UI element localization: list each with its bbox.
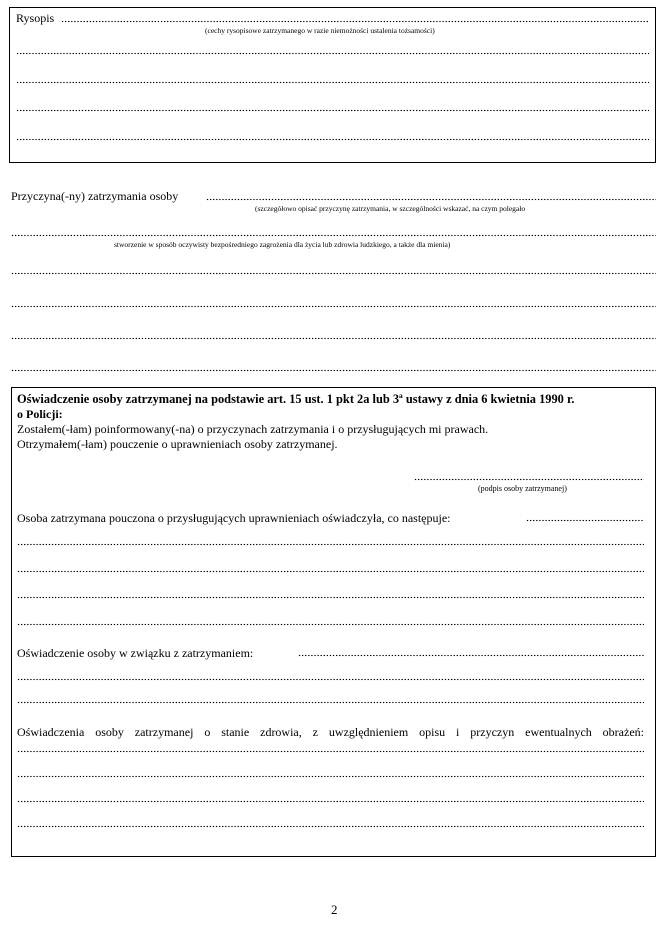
rysopis-caption: (cechy rysopisowe zatrzymanego w razie niemożności ustalenia tożsamości)	[205, 26, 435, 35]
przyczyna-caption-1: (szczegółowo opisać przyczynę zatrzymania, w szczególności wskazać, na czym polegało	[255, 204, 526, 213]
pouczona-line-5[interactable]	[17, 623, 644, 626]
w-zwiazku-line-1[interactable]	[298, 654, 644, 657]
pouczona-line-1[interactable]	[526, 519, 644, 522]
oswiadczenie-heading-2: o Policji:	[17, 407, 63, 421]
pouczona-line-2[interactable]	[17, 543, 644, 546]
przyczyna-line-3[interactable]	[11, 272, 656, 275]
oswiadczenie-heading-1: Oświadczenie osoby zatrzymanej na podstawie art. 15 ust. 1 pkt 2a lub 3ª ustawy z dnia 6 kwietnia 1990 r.	[17, 392, 575, 406]
w-zwiazku-label: Oświadczenie osoby w związku z zatrzymaniem:	[17, 646, 254, 660]
signature-line[interactable]	[414, 478, 644, 481]
poinformowany-line: Zostałem(-łam) poinformowany(-na) o przyczynach zatrzymania i o przysługujących mi prawach.	[17, 422, 489, 436]
zdrowie-line-4[interactable]	[17, 825, 644, 828]
pouczona-label: Osoba zatrzymana pouczona o przysługujących uprawnieniach oświadczyła, co następuje:	[17, 511, 451, 525]
przyczyna-label: Przyczyna(-ny) zatrzymania osoby	[11, 189, 179, 203]
rysopis-line-3[interactable]	[16, 81, 649, 84]
przyczyna-line-1[interactable]	[206, 198, 656, 201]
w-zwiazku-line-2[interactable]	[17, 678, 644, 681]
przyczyna-line-2[interactable]	[11, 234, 656, 237]
zdrowie-line-2[interactable]	[17, 775, 644, 778]
pouczona-line-4[interactable]	[17, 596, 644, 599]
przyczyna-line-6[interactable]	[11, 369, 656, 372]
przyczyna-line-4[interactable]	[11, 305, 656, 308]
oswiadczenie-box	[11, 387, 656, 857]
zdrowie-label: Oświadczenia osoby zatrzymanej o stanie zdrowia, z uwzględnieniem opisu i przyczyn ewentualnych obrażeń:	[17, 725, 644, 739]
rysopis-label: Rysopis	[16, 11, 55, 25]
pouczona-line-3[interactable]	[17, 570, 644, 573]
zdrowie-line-3[interactable]	[17, 800, 644, 803]
zdrowie-line-1[interactable]	[17, 750, 644, 753]
pouczenie-line: Otrzymałem(-łam) pouczenie o uprawnieniach osoby zatrzymanej.	[17, 437, 338, 451]
rysopis-line-4[interactable]	[16, 109, 649, 112]
rysopis-line-1[interactable]	[61, 20, 649, 23]
signature-caption: (podpis osoby zatrzymanej)	[478, 484, 567, 493]
page-number: 2	[331, 902, 338, 917]
przyczyna-line-5[interactable]	[11, 337, 656, 340]
w-zwiazku-line-3[interactable]	[17, 701, 644, 704]
przyczyna-caption-2: stworzenie w sposób oczywisty bezpośredniego zagrożenia dla życia lub zdrowia ludzkiego, a także dla mienia)	[114, 240, 451, 249]
rysopis-line-2[interactable]	[16, 52, 649, 55]
rysopis-line-5[interactable]	[16, 138, 649, 141]
